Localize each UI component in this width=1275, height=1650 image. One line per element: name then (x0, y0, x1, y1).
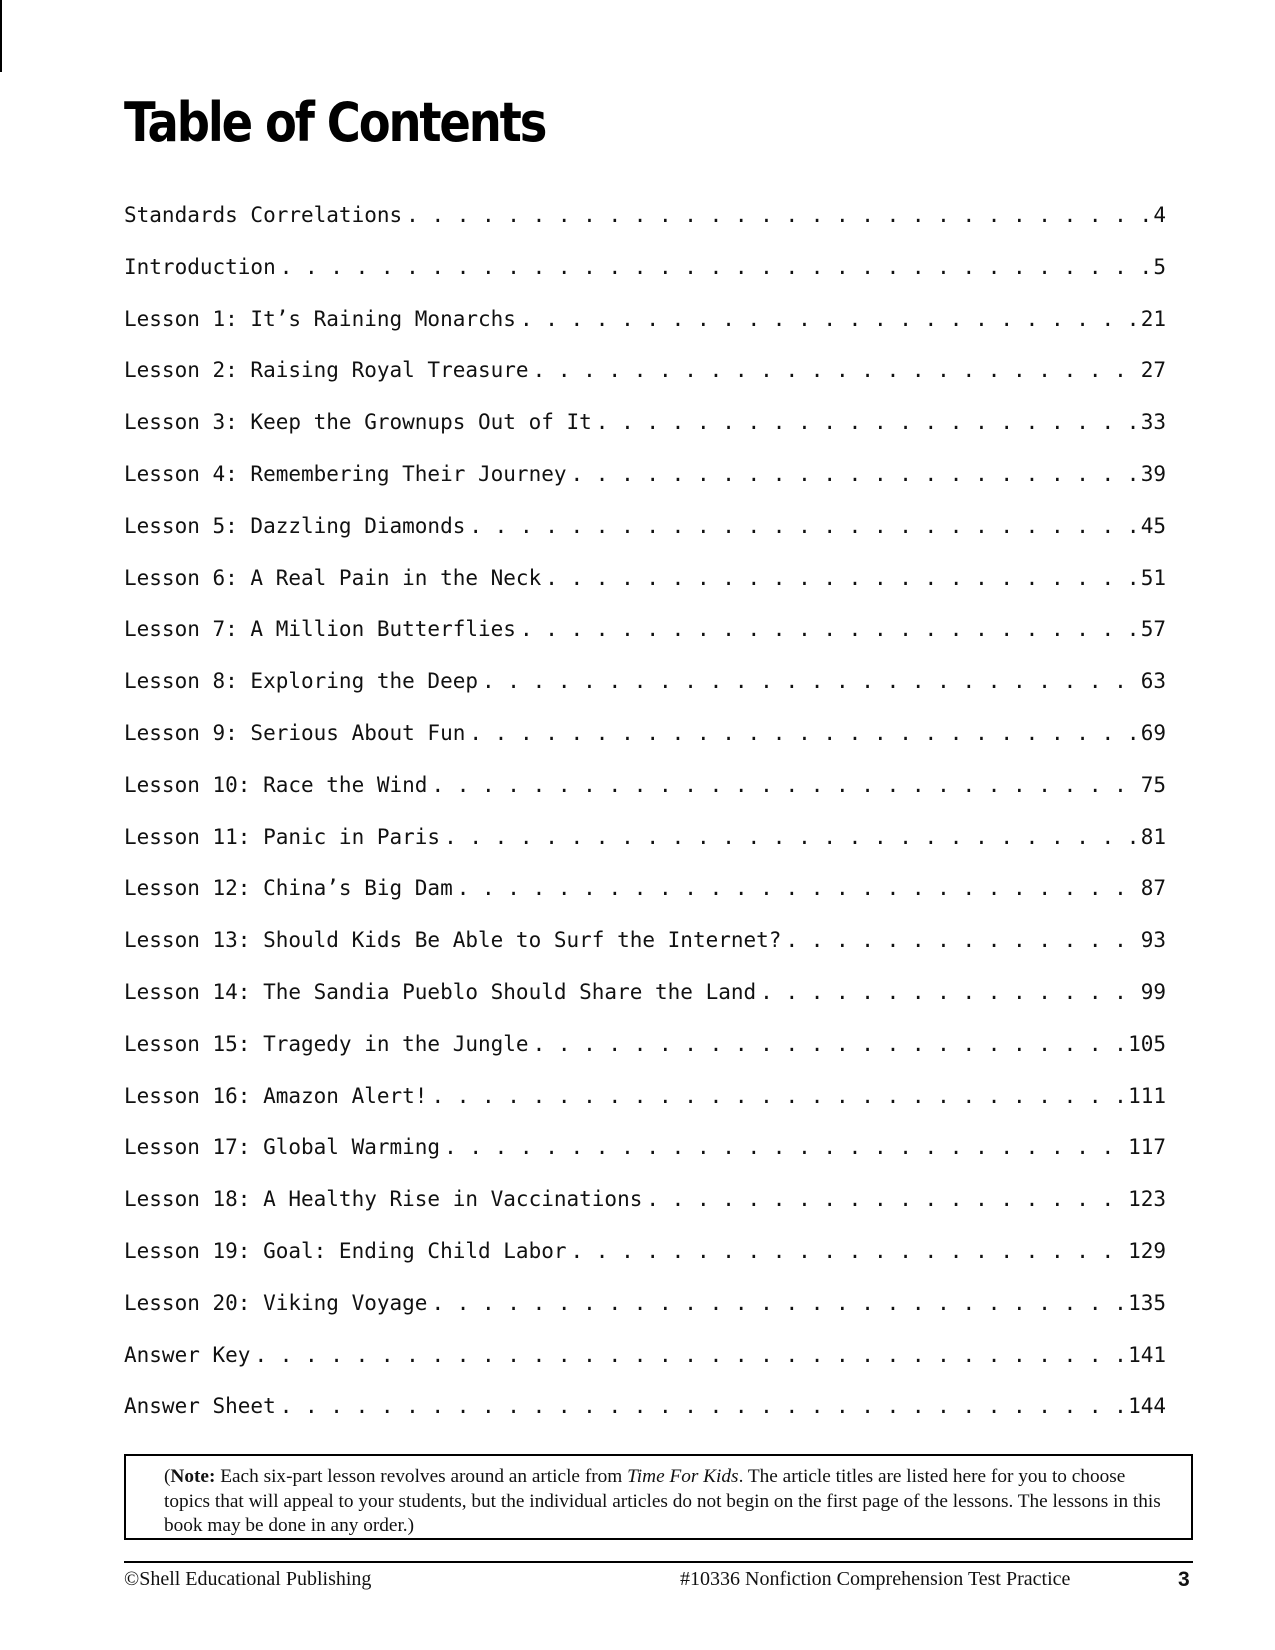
crop-mark (0, 0, 2, 72)
toc-entry (124, 561, 1166, 613)
note-source-title: Time For Kids (627, 1466, 739, 1487)
toc-dot-leader (431, 768, 1136, 802)
toc-entry-page-number: 5 (1153, 254, 1166, 279)
toc-entry (124, 1338, 1166, 1390)
toc-entry (124, 768, 1166, 820)
toc-dot-leader (431, 1079, 1124, 1113)
toc-entry-page-number: 105 (1128, 1031, 1166, 1056)
toc-entry-title: Lesson 7: A Million Butterflies (124, 617, 516, 642)
toc-entry (124, 353, 1166, 405)
toc-dot-leader (469, 509, 1136, 543)
toc-dot-leader (254, 1338, 1124, 1372)
toc-entry (124, 1389, 1166, 1441)
toc-entry-page-number: 141 (1128, 1342, 1166, 1367)
toc-dot-leader (444, 1130, 1124, 1164)
toc-entry-title: Lesson 12: China’s Big Dam (124, 876, 453, 901)
toc-entry-title: Lesson 3: Keep the Grownups Out of It (124, 410, 592, 435)
toc-entry (124, 457, 1166, 509)
toc-dot-leader (431, 1286, 1124, 1320)
toc-entry-title: Lesson 1: It’s Raining Monarchs (124, 306, 516, 331)
toc-entry-page-number: 93 (1140, 928, 1166, 953)
toc-entry-page-number: 144 (1128, 1394, 1166, 1419)
toc-entry-title: Lesson 16: Amazon Alert! (124, 1083, 428, 1108)
toc-entry-page-number: 75 (1140, 772, 1166, 797)
toc-entry (124, 1027, 1166, 1079)
toc-entry-title: Lesson 9: Serious About Fun (124, 720, 466, 745)
toc-dot-leader (533, 1027, 1124, 1061)
toc-entry-page-number: 99 (1140, 979, 1166, 1004)
toc-entry-title: Lesson 5: Dazzling Diamonds (124, 513, 466, 538)
toc-entry (124, 871, 1166, 923)
toc-entry-page-number: 111 (1128, 1083, 1166, 1108)
toc-entry-page-number: 129 (1128, 1238, 1166, 1263)
toc-entry-title: Lesson 4: Remembering Their Journey (124, 461, 567, 486)
toc-entry-title: Lesson 18: A Healthy Rise in Vaccinations (124, 1187, 643, 1212)
toc-entry (124, 923, 1166, 975)
toc-entry-page-number: 51 (1140, 565, 1166, 590)
toc-entry-title: Lesson 8: Exploring the Deep (124, 669, 479, 694)
footer-page-number: 3 (1178, 1568, 1190, 1591)
toc-entry-page-number: 123 (1128, 1187, 1166, 1212)
toc-entry (124, 1079, 1166, 1131)
toc-dot-leader (469, 716, 1136, 750)
footer-rule (124, 1561, 1193, 1563)
toc-dot-leader (646, 1182, 1124, 1216)
toc-entry (124, 509, 1166, 561)
footer-publisher: ©Shell Educational Publishing (124, 1568, 372, 1590)
footer-book-title: #10336 Nonfiction Comprehension Test Practice (680, 1568, 1071, 1590)
toc-entry (124, 1234, 1166, 1286)
note-open-paren: ( (164, 1466, 171, 1487)
toc-dot-leader (571, 457, 1137, 491)
toc-entry (124, 1286, 1166, 1338)
toc-entry (124, 664, 1166, 716)
toc-entry-title: Lesson 6: A Real Pain in the Neck (124, 565, 542, 590)
note-text-before: Each six-part lesson revolves around an article from (215, 1466, 628, 1487)
toc-entry (124, 716, 1166, 768)
toc-entry (124, 302, 1166, 354)
toc-entry-page-number: 21 (1140, 306, 1166, 331)
note-text-after: . The article titles are listed here for you to choose topics that will appeal to your students, but the individual articles do not begin on the first page of the lessons. The lessons in this book may be done in any order.) (164, 1466, 1161, 1536)
toc-entry (124, 975, 1166, 1027)
toc-dot-leader (596, 405, 1137, 439)
toc-entry-page-number: 57 (1140, 617, 1166, 642)
toc-entry (124, 198, 1166, 250)
toc-entry-title: Lesson 15: Tragedy in the Jungle (124, 1031, 529, 1056)
toc-entry-title: Lesson 20: Viking Voyage (124, 1290, 428, 1315)
toc-entry-page-number: 63 (1140, 669, 1166, 694)
toc-entry-page-number: 39 (1140, 461, 1166, 486)
toc-entry-page-number: 4 (1153, 203, 1166, 227)
toc-entry-title: Lesson 17: Global Warming (124, 1135, 441, 1160)
toc-dot-leader (280, 1389, 1124, 1423)
toc-dot-leader (545, 561, 1136, 595)
toc-entry-title: Lesson 14: The Sandia Pueblo Should Share the Land (124, 979, 757, 1004)
toc-entry-page-number: 27 (1140, 358, 1166, 383)
toc-entry (124, 612, 1166, 664)
note-label: Note: (170, 1466, 216, 1487)
toc-entry-title: Answer Sheet (124, 1394, 276, 1419)
toc-entry-page-number: 33 (1140, 410, 1166, 435)
toc-entry-title: Lesson 11: Panic in Paris (124, 824, 441, 849)
table-of-contents (124, 198, 1166, 1441)
toc-dot-leader (444, 820, 1137, 854)
toc-dot-leader (760, 975, 1137, 1009)
page-title: Table of Contents (124, 91, 546, 154)
toc-entry-page-number: 87 (1140, 876, 1166, 901)
toc-entry-title: Introduction (124, 254, 276, 279)
toc-entry (124, 250, 1166, 302)
toc-entry (124, 1182, 1166, 1234)
toc-entry-title: Standards Correlations (124, 203, 403, 227)
toc-entry (124, 405, 1166, 457)
toc-entry-page-number: 117 (1128, 1135, 1166, 1160)
toc-dot-leader (533, 353, 1137, 387)
toc-entry-page-number: 135 (1128, 1290, 1166, 1315)
toc-entry-title: Lesson 2: Raising Royal Treasure (124, 358, 529, 383)
toc-dot-leader (406, 198, 1149, 232)
toc-dot-leader (482, 664, 1137, 698)
toc-dot-leader (457, 871, 1137, 905)
toc-entry-title: Answer Key (124, 1342, 251, 1367)
toc-dot-leader (520, 612, 1137, 646)
toc-entry (124, 820, 1166, 872)
toc-dot-leader (520, 302, 1137, 336)
toc-dot-leader (280, 250, 1150, 284)
toc-entry-page-number: 69 (1140, 720, 1166, 745)
toc-dot-leader (785, 923, 1136, 957)
toc-entry-page-number: 45 (1140, 513, 1166, 538)
toc-entry-title: Lesson 19: Goal: Ending Child Labor (124, 1238, 567, 1263)
toc-entry (124, 1130, 1166, 1182)
toc-entry-page-number: 81 (1140, 824, 1166, 849)
toc-entry-title: Lesson 13: Should Kids Be Able to Surf the Internet? (124, 928, 782, 953)
note-box (124, 1454, 1193, 1540)
toc-entry-title: Lesson 10: Race the Wind (124, 772, 428, 797)
toc-dot-leader (571, 1234, 1125, 1268)
